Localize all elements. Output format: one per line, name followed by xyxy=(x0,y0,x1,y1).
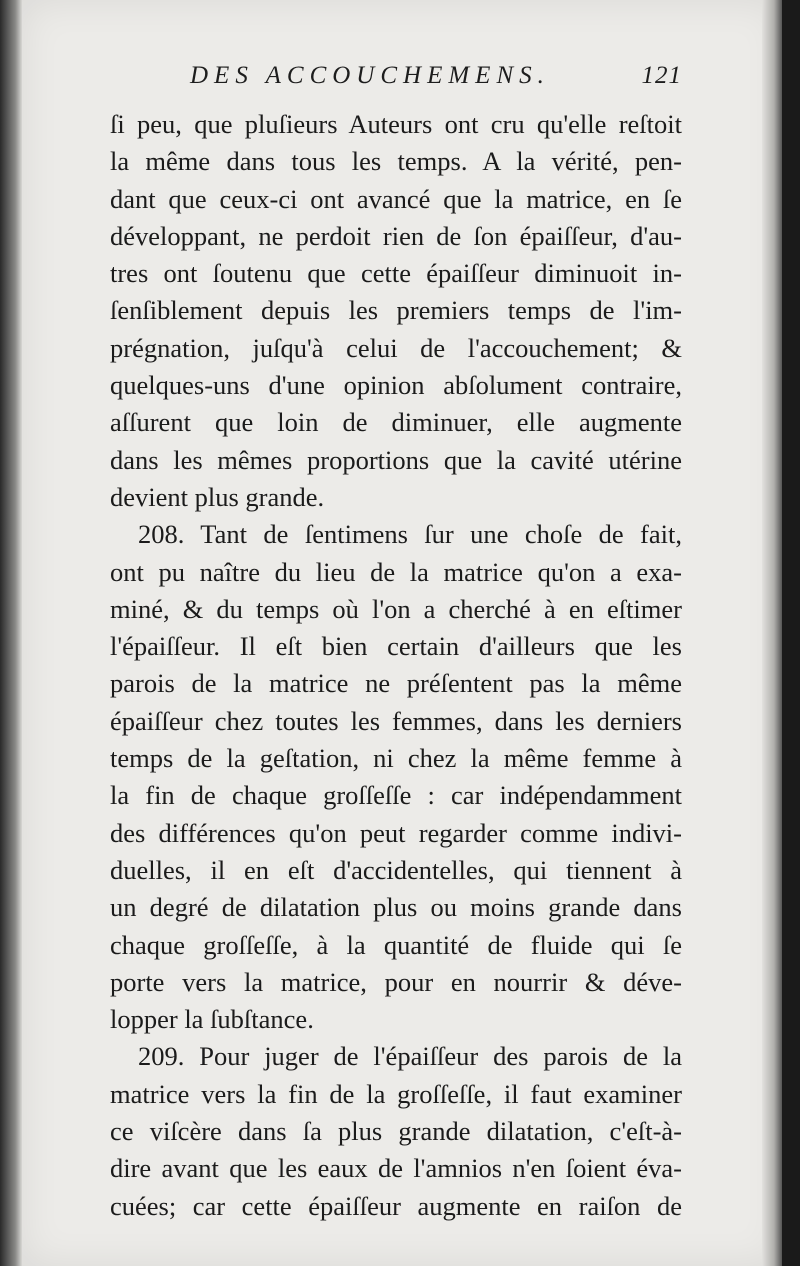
text-line: ce viſcère dans ſa plus grande dilatation, c'eſt-à- xyxy=(110,1116,682,1147)
text-line: développant, ne perdoit rien de ſon épaiſſeur, d'au- xyxy=(110,220,682,251)
text-line: des différences qu'on peut regarder comme indivi- xyxy=(110,817,682,848)
paragraph-209-start: 209. Pour juger de l'épaiſſeur des parois de la xyxy=(138,1041,682,1072)
text-line: tres ont ſoutenu que cette épaiſſeur diminuoit in- xyxy=(110,258,682,289)
text-line: ſi peu, que pluſieurs Auteurs ont cru qu'elle reſtoit xyxy=(110,109,682,139)
text-line: miné, & du temps où l'on a cherché à en eſtimer xyxy=(110,593,682,624)
running-title: DES ACCOUCHEMENS. xyxy=(190,62,550,89)
text-line: ont pu naître du lieu de la matrice qu'on a exa- xyxy=(110,556,682,587)
text-line: dire avant que les eaux de l'amnios n'en ſoient éva- xyxy=(110,1153,682,1184)
text-line: matrice vers la fin de la groſſeſſe, il faut examiner xyxy=(110,1078,682,1109)
text-line: ſenſiblement depuis les premiers temps de l'im- xyxy=(110,295,682,326)
body-text xyxy=(110,106,682,1225)
text-line: quelques-uns d'une opinion abſolument contraire, xyxy=(110,370,682,401)
text-line: épaiſſeur chez toutes les femmes, dans les derniers xyxy=(110,705,682,736)
text-line: duelles, il en eſt d'accidentelles, qui tiennent à xyxy=(110,854,682,885)
text-line: parois de la matrice ne préſentent pas la même xyxy=(110,668,682,699)
text-line: dans les mêmes proportions que la cavité utérine xyxy=(110,444,682,475)
text-line: temps de la geſtation, ni chez la même femme à xyxy=(110,743,682,774)
text-line: devient plus grande. xyxy=(110,481,325,512)
book-gutter-shadow xyxy=(0,0,22,1266)
text-line: la même dans tous les temps. A la vérité, pen- xyxy=(110,146,682,177)
text-line: dant que ceux-ci ont avancé que la matrice, en ſe xyxy=(110,183,682,214)
text-line: porte vers la matrice, pour en nourrir & déve- xyxy=(110,966,682,997)
text-line: un degré de dilatation plus ou moins grande dans xyxy=(110,892,682,923)
text-line: prégnation, juſqu'à celui de l'accouchement; & xyxy=(110,332,682,363)
text-line: lopper la ſubſtance. xyxy=(110,1004,314,1035)
book-page xyxy=(22,0,782,1266)
page-number: 121 xyxy=(641,62,682,89)
text-line: l'épaiſſeur. Il eſt bien certain d'ailleurs que les xyxy=(110,631,682,662)
text-line: aſſurent que loin de diminuer, elle augmente xyxy=(110,407,682,438)
text-line: chaque groſſeſſe, à la quantité de fluide qui ſe xyxy=(110,929,682,960)
page-right-edge xyxy=(762,0,782,1266)
page-header xyxy=(172,62,682,98)
paragraph-208-start: 208. Tant de ſentimens ſur une choſe de fait, xyxy=(138,519,682,550)
text-line: la fin de chaque groſſeſſe : car indépendamment xyxy=(110,780,682,811)
text-line: cuées; car cette épaiſſeur augmente en raiſon de xyxy=(110,1190,682,1221)
